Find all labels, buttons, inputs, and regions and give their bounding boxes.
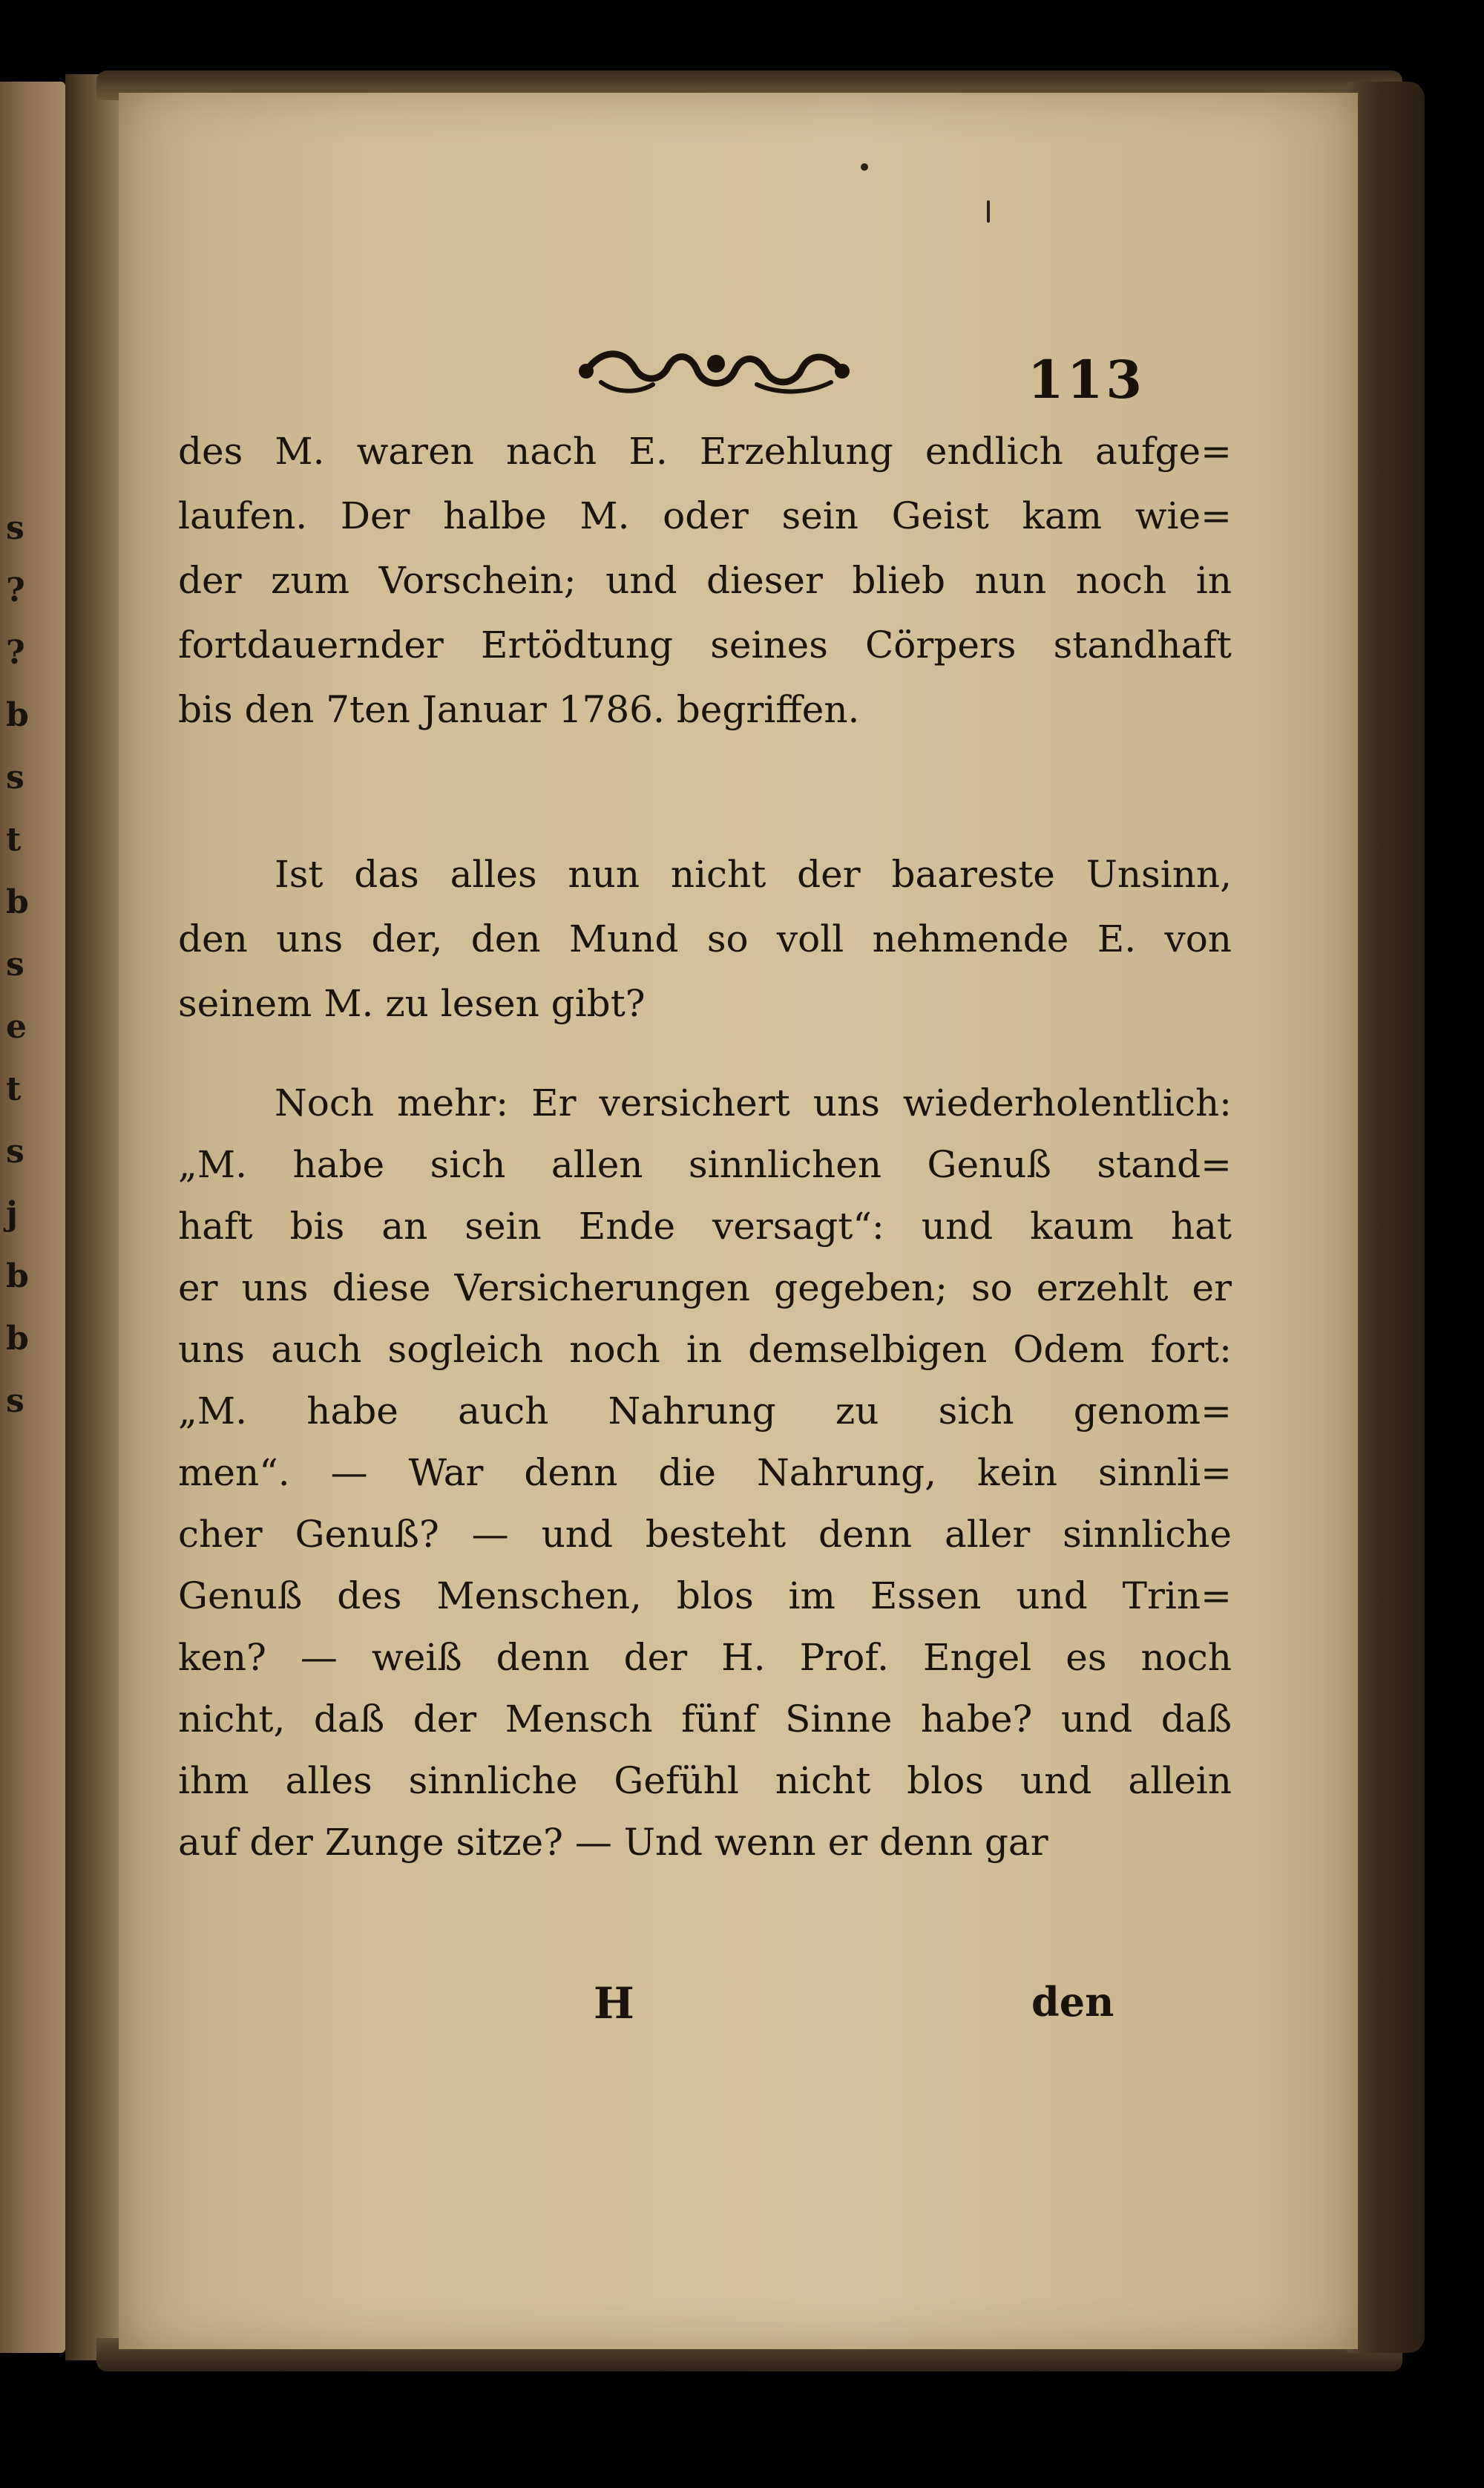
text-line: cher Genuß? — und besteht denn aller sinnliche: [178, 1513, 1232, 1556]
text-line: der zum Vorschein; und dieser blieb nun noch in: [178, 559, 1232, 602]
text-line: fortdauernder Ertödtung seines Cörpers standhaft: [178, 623, 1232, 667]
margin-mark: b: [6, 883, 29, 921]
paper-speck: [987, 200, 990, 223]
margin-mark: j: [6, 1195, 18, 1233]
previous-page-edge: [0, 82, 65, 2353]
text-line: Noch mehr: Er versichert uns wiederholentlich:: [275, 1081, 1232, 1124]
text-line: er uns diese Versicherungen gegeben; so erzehlt er: [178, 1266, 1232, 1309]
text-line: uns auch sogleich noch in demselbigen Odem fort:: [178, 1328, 1232, 1371]
cover-edge-right: [1347, 82, 1425, 2353]
page-footer: [119, 1978, 1358, 2045]
paper-speck: [861, 163, 868, 171]
text-line: Genuß des Menschen, blos im Essen und Trin=: [178, 1574, 1232, 1617]
paragraph-1: [178, 419, 1232, 742]
text-line: ken? — weiß denn der H. Prof. Engel es noch: [178, 1636, 1232, 1679]
catchword: den: [1031, 1978, 1114, 2026]
book-page: [119, 93, 1358, 2349]
margin-mark: ?: [6, 634, 25, 672]
margin-mark: s: [6, 1133, 24, 1171]
text-line: „M. habe auch Nahrung zu sich genom=: [178, 1389, 1232, 1433]
margin-mark: e: [6, 1008, 27, 1046]
text-line: Ist das alles nun nicht der baareste Unsinn,: [275, 853, 1232, 896]
ornament-vignette-icon: [571, 341, 861, 401]
paragraph-2: [178, 842, 1232, 1036]
text-line: den uns der, den Mund so voll nehmende E. von: [178, 917, 1232, 960]
margin-mark: s: [6, 759, 24, 796]
text-line: „M. habe sich allen sinnlichen Genuß stand=: [178, 1143, 1232, 1186]
page-number: 113: [1028, 349, 1146, 410]
margin-mark: s: [6, 509, 24, 547]
margin-mark: ?: [6, 572, 25, 609]
text-line: men“. — War denn die Nahrung, kein sinnli=: [178, 1451, 1232, 1494]
previous-page-margin-marks: [6, 497, 36, 1433]
margin-mark: s: [6, 1382, 24, 1420]
margin-mark: b: [6, 1257, 29, 1295]
text-line: des M. waren nach E. Erzehlung endlich aufge=: [178, 430, 1232, 473]
text-line: seinem M. zu lesen gibt?: [178, 982, 646, 1025]
margin-mark: b: [6, 696, 29, 734]
margin-mark: b: [6, 1320, 29, 1358]
text-line: haft bis an sein Ende versagt“: und kaum hat: [178, 1205, 1232, 1248]
text-line: laufen. Der halbe M. oder sein Geist kam wie=: [178, 494, 1232, 537]
margin-mark: t: [6, 821, 22, 859]
margin-mark: s: [6, 946, 24, 983]
text-line: ihm alles sinnliche Gefühl nicht blos und allein: [178, 1759, 1232, 1802]
paragraph-3: [178, 1073, 1232, 1873]
signature-mark: H: [594, 1978, 634, 2029]
margin-mark: t: [6, 1070, 22, 1108]
text-line: nicht, daß der Mensch fünf Sinne habe? und daß: [178, 1698, 1232, 1741]
text-line: auf der Zunge sitze? — Und wenn er denn gar: [178, 1821, 1048, 1864]
text-line: bis den 7ten Januar 1786. begriffen.: [178, 688, 860, 731]
